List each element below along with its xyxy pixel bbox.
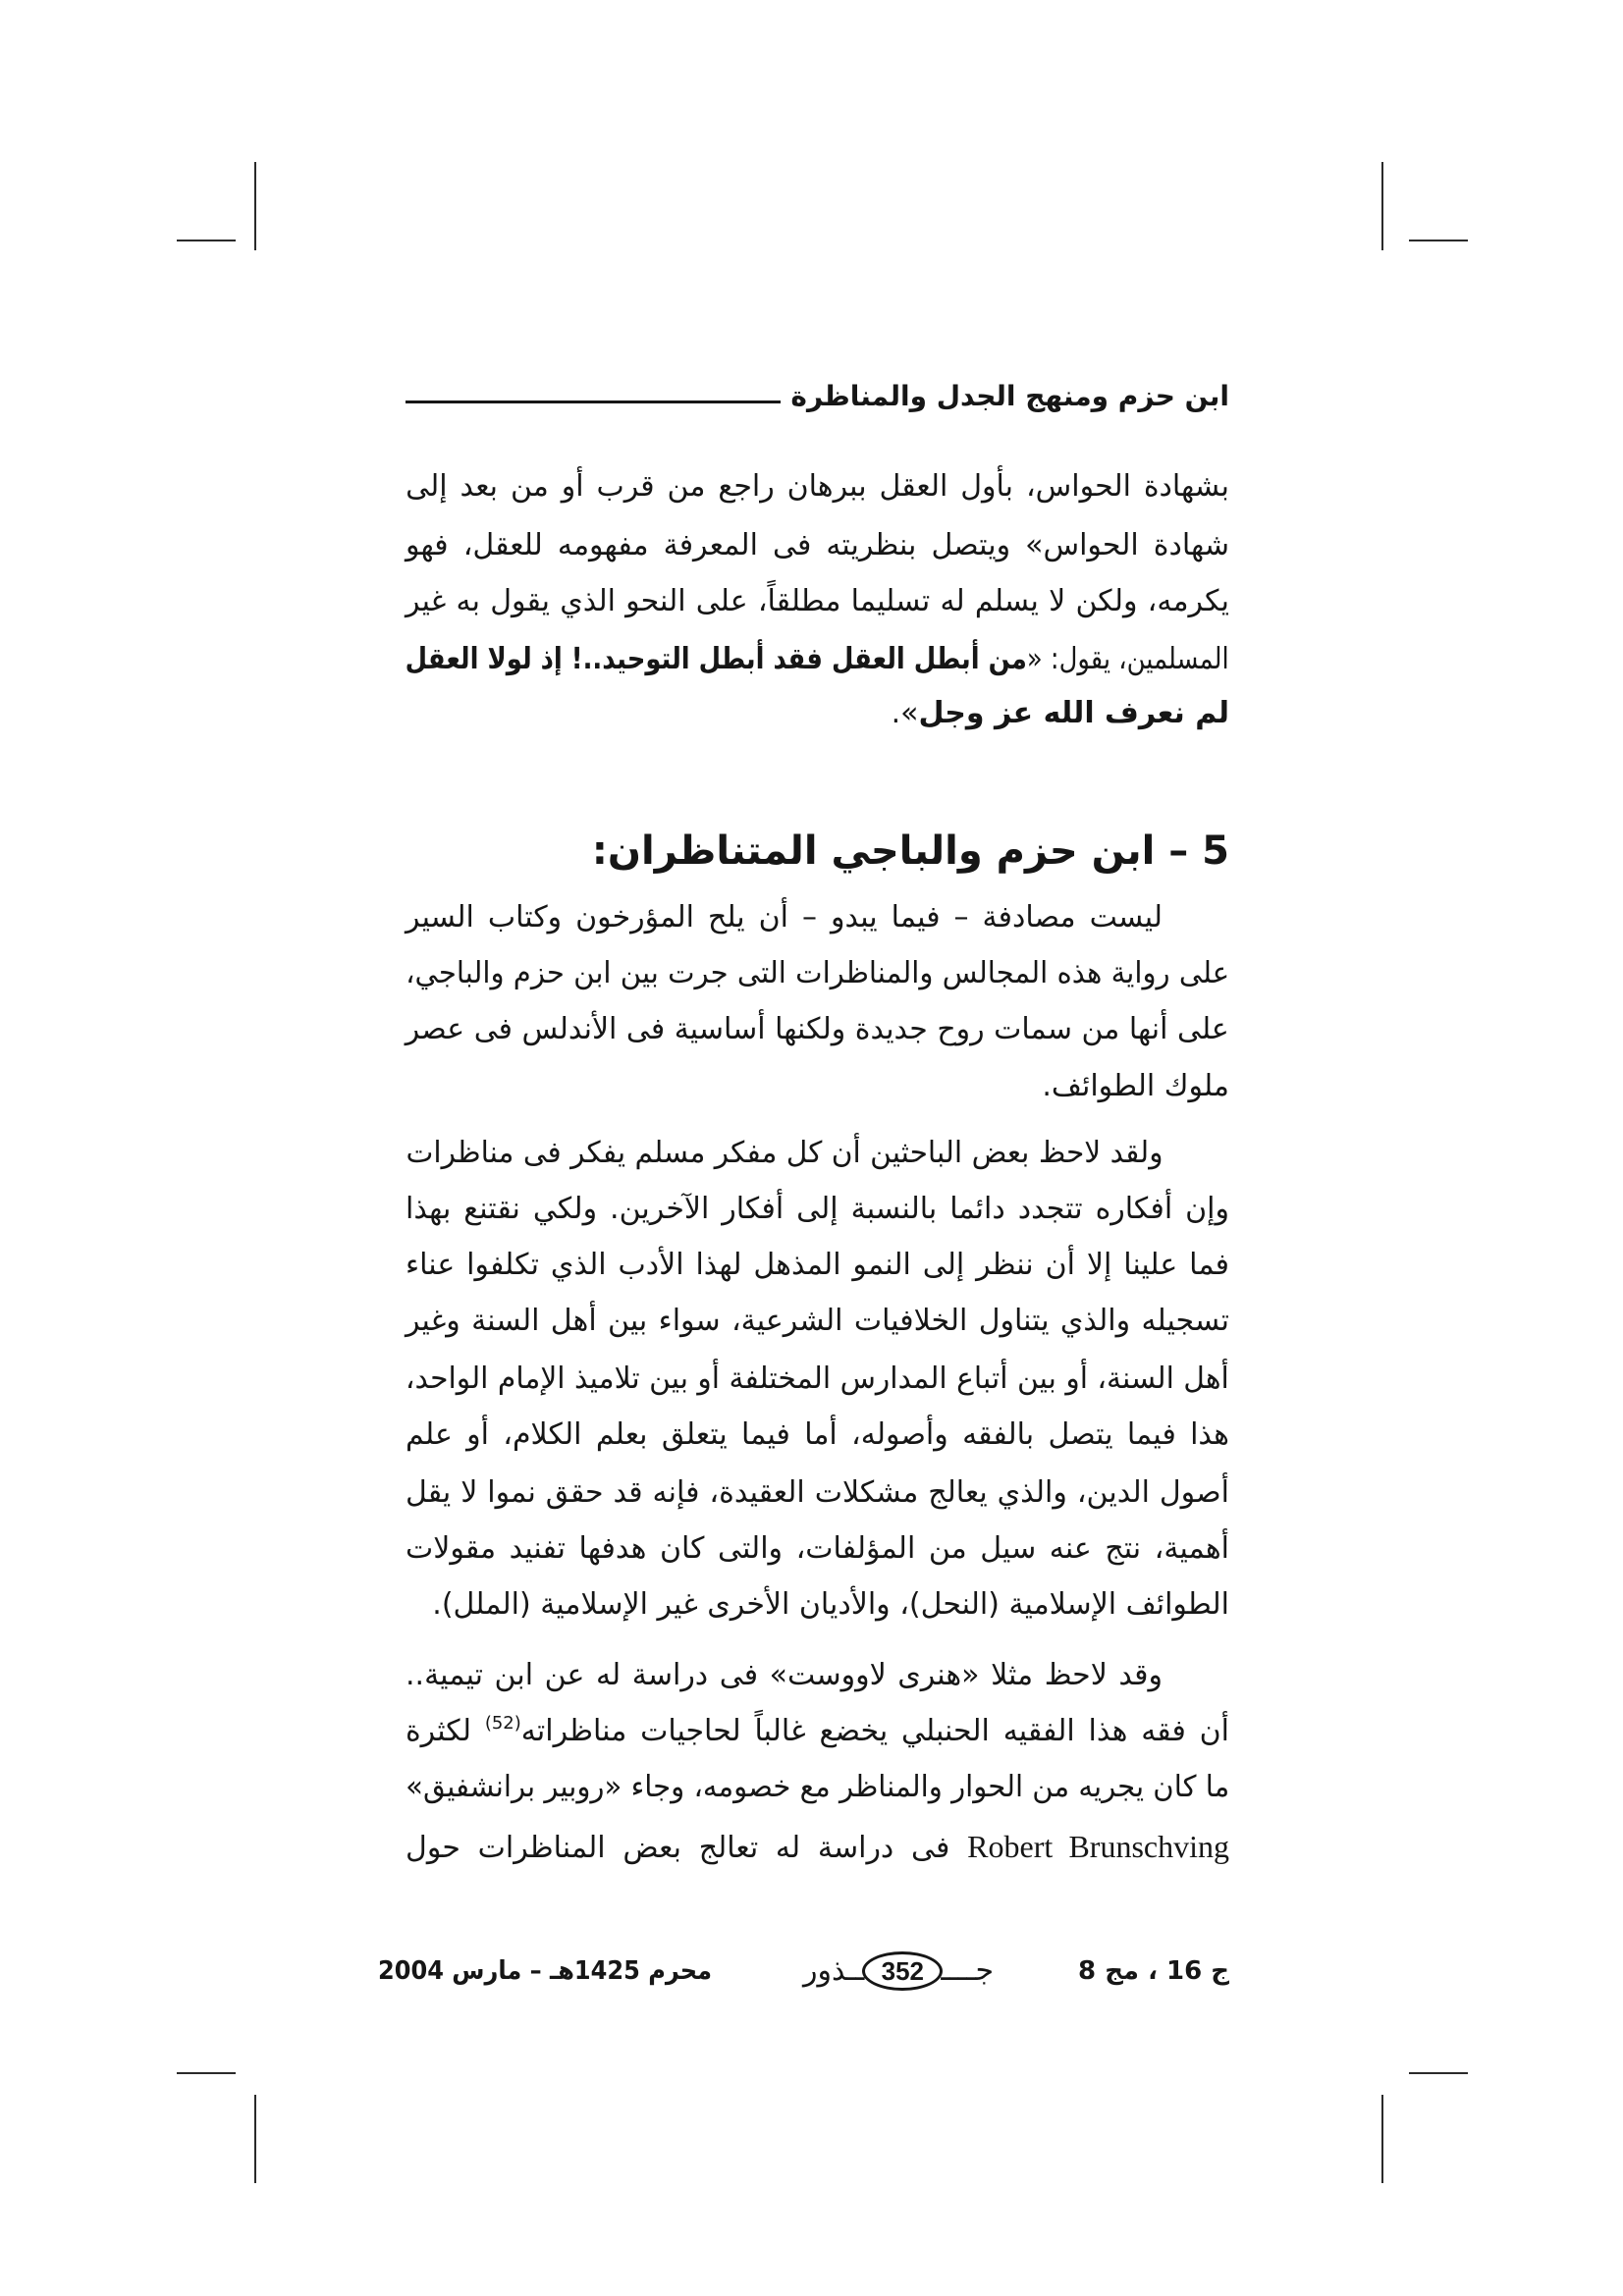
footer-date-text: محرم 1425هـ – مارس 2004 — [378, 1956, 713, 1986]
crop-mark — [254, 162, 256, 250]
line-text: شهادة الحواس» ويتصل بنظريته فى المعرفة مفهومه للعقل، فهو — [405, 528, 1229, 562]
body-text-line — [406, 1351, 1229, 1408]
line-text: تسجيله والذي يتناول الخلافيات الشرعية، سواء بين أهل السنة وغير — [405, 1304, 1229, 1338]
footer-date — [378, 1949, 739, 1994]
latin-name: Robert Brunschving — [967, 1829, 1229, 1864]
line-text — [406, 631, 1229, 688]
crop-mark — [254, 2095, 256, 2183]
footnote-reference: (52) — [484, 1713, 521, 1734]
crop-mark — [1409, 2072, 1468, 2074]
body-text-line — [406, 1237, 1229, 1294]
crop-mark — [1381, 2095, 1383, 2183]
body-text-line — [406, 889, 1229, 946]
line-text: ولقد لاحظ بعض الباحثين أن كل مفكر مسلم يفكر فى مناظرات — [406, 1136, 1163, 1170]
crop-mark — [1381, 162, 1383, 250]
line-text-plain: فى دراسة له تعالج بعض المناظرات حول — [406, 1831, 968, 1865]
running-header-title: ابن حزم ومنهج الجدل والمناظرة — [790, 379, 1229, 412]
line-text: وإن أفكاره تتجدد دائما بالنسبة إلى أفكار الآخرين. ولكي نقتنع بهذا — [406, 1192, 1229, 1226]
body-text-line — [406, 1759, 1229, 1816]
line-text — [406, 1818, 1229, 1877]
line-text: بشهادة الحواس، بأول العقل ببرهان راجع من قرب أو من بعد إلى — [406, 469, 1229, 504]
line-text: فما علينا إلا أن ننظر إلى النمو المذهل لهذا الأدب الذي تكلفوا عناء — [406, 1248, 1229, 1282]
line-text: أهل السنة، أو بين أتباع المدارس المختلفة أو بين تلاميذ الإمام الواحد، — [406, 1362, 1229, 1396]
line-text: ليست مصادفة – فيما يبدو – أن يلح المؤرخون وكتاب السير — [406, 900, 1163, 934]
body-text-line — [406, 945, 1229, 1002]
line-text: هذا فيما يتصل بالفقه وأصوله، أما فيما يتعلق بعلم الكلام، أو علم — [406, 1417, 1229, 1452]
body-text-line — [406, 458, 1229, 515]
body-text-line — [406, 1407, 1229, 1464]
bold-quotation: لم نعرف الله عز وجل — [918, 696, 1229, 730]
line-text — [892, 685, 1229, 742]
line-text: الطوائف الإسلامية (النحل)، والأديان الأخرى غير الإسلامية (الملل). — [432, 1587, 1229, 1622]
body-text-line — [406, 1293, 1229, 1350]
crop-mark — [1409, 240, 1468, 241]
body-text-line — [406, 631, 1229, 688]
footer-issue-info — [1070, 1949, 1229, 1994]
line-text: ما كان يجريه من الحوار والمناظر مع خصومه، وجاء «روبير برانشفيق» — [405, 1770, 1229, 1804]
body-text-line — [406, 1465, 1229, 1522]
line-text: على رواية هذه المجالس والمناظرات التى جرت بين ابن حزم والباجي، — [406, 956, 1229, 990]
journal-logo-start: جــــ — [941, 1953, 995, 1988]
line-text: أهمية، نتج عنه سيل من المؤلفات، والتى كان هدفها تفنيد مقولات — [405, 1531, 1229, 1566]
body-text-line — [406, 573, 1229, 630]
line-text: وقد لاحظ مثلا «هنرى لاووست» فى دراسة له عن ابن تيمية.. — [406, 1658, 1163, 1692]
page-number: 352 — [862, 1951, 943, 1991]
body-text-line — [406, 1576, 1229, 1633]
body-text-line — [406, 1058, 1229, 1115]
body-text-line — [406, 1001, 1229, 1058]
crop-mark — [177, 2072, 236, 2074]
line-text — [406, 1703, 1229, 1760]
body-text-line — [406, 517, 1229, 574]
line-text: يكرمه، ولكن لا يسلم له تسليما مطلقاً، على النحو الذي يقول به غير — [406, 584, 1229, 618]
body-text-line — [406, 1181, 1229, 1238]
line-text: على أنها من سمات روح جديدة ولكنها أساسية فى الأندلس فى عصر — [405, 1012, 1229, 1046]
crop-mark — [177, 240, 236, 241]
footer-issue-text: ج 16 ، مج 8 — [1078, 1956, 1229, 1986]
body-text-line — [406, 1521, 1229, 1577]
running-header — [406, 376, 1229, 415]
body-text-line — [406, 1818, 1229, 1875]
bold-quotation: من أبطل العقل فقد أبطل التوحيد..! إذ لولا العقل — [406, 642, 1028, 676]
body-text-line — [406, 1703, 1229, 1760]
journal-logo-end: ــذور — [803, 1953, 865, 1988]
section-heading — [406, 817, 1229, 885]
line-text: ملوك الطوائف. — [1042, 1069, 1229, 1103]
header-rule — [406, 400, 781, 403]
body-text-line — [406, 685, 1229, 742]
line-text-plain: لكثرة — [405, 1714, 485, 1748]
journal-logo — [756, 1944, 1041, 1999]
line-text-plain: ». — [891, 696, 919, 730]
body-text-line — [406, 1647, 1229, 1704]
section-heading-text: 5 – ابن حزم والباجي المتناظران: — [591, 828, 1229, 874]
line-text-plain: أن فقه هذا الفقيه الحنبلي يخضع غالباً لحاجيات مناظراته — [520, 1714, 1229, 1748]
body-text-line — [406, 1125, 1229, 1182]
line-text-plain: المسلمين، يقول: « — [1027, 642, 1229, 676]
line-text: أصول الدين، والذي يعالج مشكلات العقيدة، فإنه قد حقق نموا لا يقل — [406, 1475, 1229, 1510]
